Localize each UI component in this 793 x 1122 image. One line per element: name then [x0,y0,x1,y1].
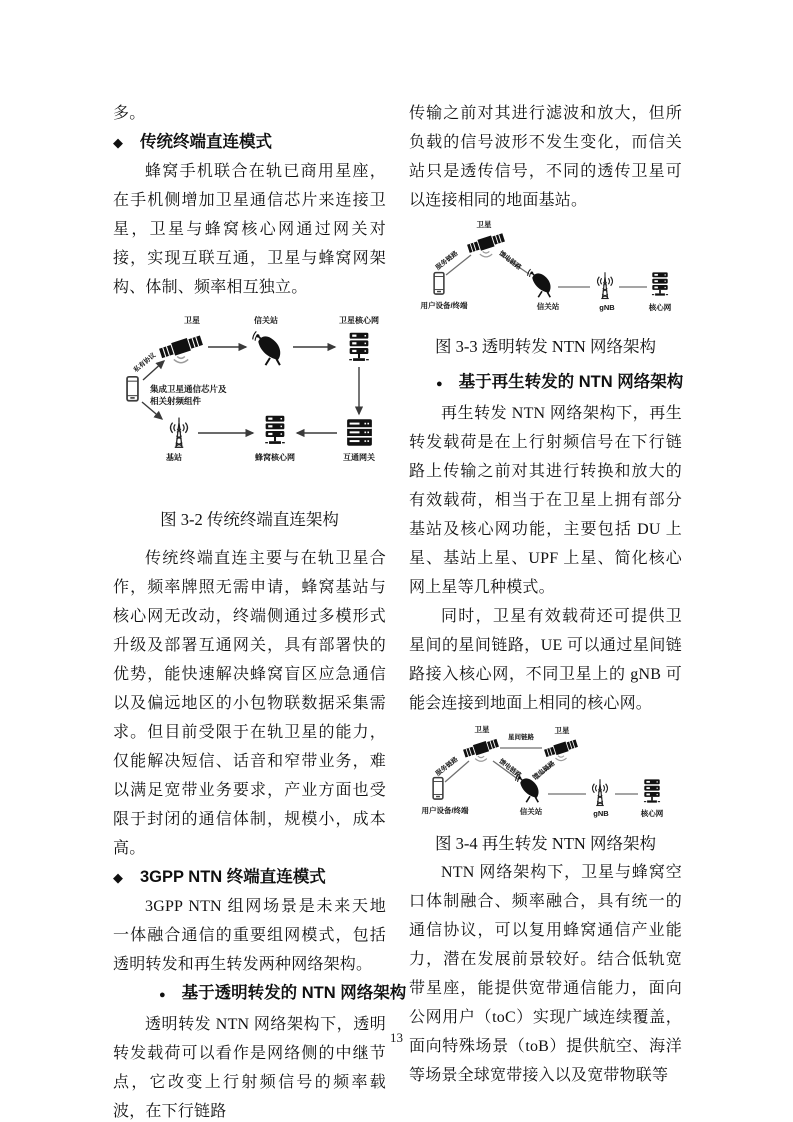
section-heading-label: 传统终端直连模式 [140,133,272,151]
page-number: 13 [390,1030,403,1045]
feeder-link-left-label: 馈电链路 [497,758,522,780]
cellular-core-label: 蜂窝核心网 [254,453,295,462]
phone-note-line1: 集成卫星通信芯片及 [149,384,227,394]
feeder-link-label: 馈电链路 [497,250,522,272]
base-station-label: 基站 [165,453,182,462]
service-link-label: 服务链路 [434,756,459,778]
gnb-tower-icon [597,272,612,298]
satellite-core-server-icon [349,333,369,361]
satellite-left-icon [462,738,499,762]
base-station-tower-icon [170,418,187,448]
diamond-bullet-icon: ◆ [113,870,123,885]
paragraph: 传统终端直连主要与在轨卫星合作，频率牌照无需申请，蜂窝基站与核心网无改动，终端侧通过多模形式升级及部署互通网关，具有部署快的优势，能快速解决蜂窝盲区应急通信以及偏远地区的小包物联数据采集需求。但目前受限于在轨卫星的能力，仅能解决短信、话音和窄带业务，难以满足宽带业务要求，产业方面也受限于封闭的通信体制，规模小，成本高。 [113,550,386,857]
gnb-label: gNB [592,809,609,818]
paragraph: 蜂窝手机联合在轨已商用星座，在手机侧增加卫星通信芯片来连接卫星，卫星与蜂窝核心网通过网关对接，实现互联互通，卫星与蜂窝网架构、体制、频率相互独立。 [113,163,386,296]
dish-antenna-icon [527,269,550,297]
figure-3-3-diagram [410,218,682,318]
satellite-icon [158,334,203,363]
gateway-station-label: 信关站 [253,316,278,325]
subsection-heading-label: 基于再生转发的 NTN 网络架构 [458,373,684,391]
satellite-core-label: 卫星核心网 [338,316,379,325]
subsection-heading-transparent [113,979,407,1010]
figure-3-4-caption: 图 3-4 再生转发 NTN 网络架构 [435,834,656,853]
paragraph: 再生转发 NTN 网络架构下，再生转发载荷是在上行射频信号在下行链路上传输之前对其进行转换和放大的有效载荷，相当于在卫星上拥有部分基站及核心网功能，主要包括 DU 上星、基站上星、UPF 上星、简化核心网上星等几种模式。 [409,405,682,596]
paragraph-continuation: 多。 [113,105,146,122]
gateway-station-label: 信关站 [536,302,559,311]
user-equipment-label: 用户设备/终端 [419,301,468,310]
satellite-left-label: 卫星 [474,725,489,734]
paragraph: 3GPP NTN 组网场景是未来天地一体融合通信的重要组网模式，包括透明转发和再生转发两种网络架构。 [113,898,386,973]
subsection-heading-regenerative [409,368,682,399]
gnb-label: gNB [598,303,615,312]
right-column [409,99,682,1090]
service-link-label: 服务链路 [434,250,459,272]
interworking-gateway-rack-icon [347,419,372,445]
phone-icon [127,377,138,401]
figure-3-2-caption: 图 3-2 传统终端直连架构 [160,510,339,529]
satellite-label: 卫星 [183,316,200,325]
circle-bullet-icon: ● [436,378,443,390]
figure-3-4-diagram [410,722,682,820]
inter-satellite-link-label: 星间链路 [507,734,534,741]
core-network-label: 核心网 [648,303,671,312]
satellite-right-icon [543,738,578,760]
phone-icon [434,273,444,294]
circle-bullet-icon: ● [159,989,166,1001]
section-heading-traditional-direct [113,128,386,157]
figure-3-3-caption: 图 3-3 透明转发 NTN 网络架构 [435,337,656,356]
gnb-tower-icon [592,779,607,805]
core-network-server-icon [651,272,667,295]
user-equipment-label: 用户设备/终端 [420,806,469,815]
dish-antenna-icon [252,331,280,365]
satellite-right-label: 卫星 [554,726,569,735]
phone-note-line2: 相关射频组件 [149,396,201,406]
cellular-core-server-icon [265,416,285,444]
paragraph: NTN 网络架构下，卫星与蜂窝空口体制融合、频率融合，具有统一的通信协议，可以复用蜂窝通信产业能力，潜在发展前景较好。结合低轨宽带星座，能提供宽带通信能力，面向公网用户（toC）实现广域连续覆盖，面向特殊场景（toB）提供航空、海洋等场景全球宽带接入以及宽带物联等 [409,864,682,1084]
section-heading-label: 3GPP NTN 终端直连模式 [140,868,326,886]
gateway-station-label: 信关站 [519,807,542,816]
phone-icon [433,778,443,799]
figure-3-4 [409,718,682,825]
paragraph-continuation: 传输之前对其进行滤波和放大，但所负载的信号波形不发生变化，而信关站只是透传信号，不同的透传卫星可以连接相同的地面基站。 [409,105,682,209]
figure-3-2 [113,302,386,497]
feeder-link-right-label: 馈电链路 [531,760,556,782]
core-network-server-icon [643,779,659,802]
paragraph: 透明转发 NTN 网络架构下，透明转发载荷可以看作是网络侧的中继节点，它改变上行射频信号的频率载波，在下行链路 [113,1016,386,1120]
private-protocol-label: 私有协议 [132,351,157,374]
satellite-label: 卫星 [476,220,491,229]
figure-3-3 [409,215,682,327]
subsection-heading-label: 基于透明转发的 NTN 网络架构 [181,984,407,1002]
interworking-gateway-label: 互通网关 [342,453,375,462]
core-network-label: 核心网 [640,809,663,818]
section-heading-3gpp-ntn [113,863,386,892]
diamond-bullet-icon: ◆ [113,135,123,150]
figure-3-2-diagram [114,307,386,492]
paragraph: 同时，卫星有效载荷还可提供卫星间的星间链路，UE 可以通过星间链路接入核心网，不同卫星上的 gNB 可能会连接到地面上相同的核心网。 [409,608,682,712]
